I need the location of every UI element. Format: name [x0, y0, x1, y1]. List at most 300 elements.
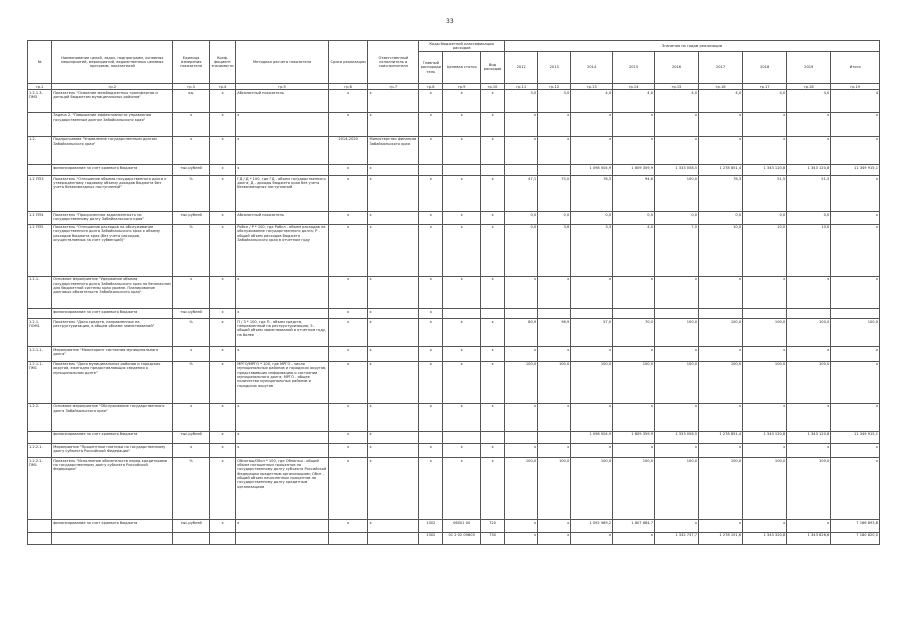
- table-cell: [480, 308, 504, 318]
- table-cell: х: [654, 136, 698, 164]
- column-number: гр.14: [613, 83, 655, 89]
- table-cell: х: [328, 276, 368, 308]
- column-number: гр.6: [328, 83, 368, 89]
- table-cell: 1.2.1.1.: [28, 347, 52, 361]
- table-cell: 4,0: [787, 90, 831, 112]
- table-cell: х: [368, 212, 419, 224]
- table-cell: [571, 308, 613, 318]
- table-cell: х: [443, 444, 480, 458]
- table-cell: х: [328, 112, 368, 136]
- table-cell: 100,0: [831, 319, 880, 347]
- table-cell: х: [571, 444, 613, 458]
- table-cell: х: [831, 444, 880, 458]
- table-cell: х: [328, 308, 368, 318]
- header-bcc-admin: Главный распорядитель: [419, 51, 443, 83]
- table-cell: х: [236, 276, 329, 308]
- table-cell: х: [699, 112, 743, 136]
- table-row: [28, 212, 880, 224]
- table-cell: тыс.рублей: [173, 165, 209, 176]
- table-cell: х: [613, 403, 655, 431]
- table-cell: 0,0: [699, 212, 743, 224]
- table-row: [28, 431, 880, 443]
- table-row: [28, 458, 880, 520]
- table-cell: х: [443, 212, 480, 224]
- table-cell: х: [538, 276, 571, 308]
- table-cell: 10,0: [743, 224, 787, 276]
- table-cell: 4,0: [613, 224, 655, 276]
- table-row: [28, 532, 880, 544]
- table-cell: [505, 431, 538, 443]
- column-number: гр.15: [654, 83, 698, 89]
- table-cell: 1.2 ПП3: [28, 176, 52, 212]
- table-cell: 100,0: [538, 361, 571, 403]
- table-cell: [52, 532, 173, 544]
- table-cell: х: [654, 276, 698, 308]
- table-cell: Мероприятие "Мониторинг состояния муниципального долга": [52, 347, 173, 361]
- table-cell: х: [480, 276, 504, 308]
- table-cell: х: [571, 532, 613, 544]
- table-cell: 1302: [419, 520, 443, 532]
- column-number: гр.19: [831, 83, 880, 89]
- table-cell: [443, 165, 480, 176]
- table-cell: х: [480, 444, 504, 458]
- table-cell: х: [831, 403, 880, 431]
- header-no: №: [28, 41, 52, 84]
- table-cell: 730: [480, 532, 504, 544]
- table-cell: тыс.рублей: [173, 212, 209, 224]
- table-cell: х: [571, 136, 613, 164]
- header-name: Наименование целей, задач, подпрограмм, основных мероприятий, мероприятий, ведомственных целевых программ, показателей: [52, 41, 173, 84]
- table-row: [28, 224, 880, 276]
- table-cell: х: [236, 403, 329, 431]
- table-cell: х: [480, 361, 504, 403]
- table-cell: х: [368, 90, 419, 112]
- table-cell: х: [480, 403, 504, 431]
- table-cell: 100,0: [505, 458, 538, 520]
- table-cell: 51,5: [787, 176, 831, 212]
- table-cell: х: [443, 112, 480, 136]
- table-cell: х: [443, 176, 480, 212]
- table-cell: х: [443, 361, 480, 403]
- table-cell: х: [368, 176, 419, 212]
- table-cell: х: [368, 112, 419, 136]
- table-cell: %: [173, 176, 209, 212]
- table-row: [28, 520, 880, 532]
- table-cell: х: [480, 136, 504, 164]
- table-cell: Показатель "Доля средств, направленных на реструктуризацию, в общем объеме заимствований": [52, 319, 173, 347]
- table-cell: х: [743, 112, 787, 136]
- header-row-1: [28, 41, 880, 52]
- table-cell: 7 180 820,0: [831, 532, 880, 544]
- column-number: гр.3: [173, 83, 209, 89]
- table-cell: х: [368, 165, 419, 176]
- header-bcc-type: Вид расходов: [480, 51, 504, 83]
- table-cell: х: [419, 90, 443, 112]
- table-row: [28, 176, 880, 212]
- table-cell: х: [368, 520, 419, 532]
- header-executor: Ответственный исполнитель и соисполнители: [368, 41, 419, 84]
- table-cell: 100,0: [787, 361, 831, 403]
- table-cell: х: [787, 276, 831, 308]
- table-cell: [368, 532, 419, 544]
- table-cell: х: [743, 136, 787, 164]
- column-number: гр.2: [52, 83, 173, 89]
- table-cell: 1 278 851,4: [699, 431, 743, 443]
- table-cell: х: [419, 276, 443, 308]
- header-bcc-group: Коды бюджетной классификации расходов: [419, 41, 505, 52]
- table-cell: х: [419, 212, 443, 224]
- table-cell: 1.2.2.1. ПМ1: [28, 458, 52, 520]
- table-cell: х: [480, 90, 504, 112]
- column-number: гр.7: [368, 83, 419, 89]
- column-number: гр.8: [419, 83, 443, 89]
- table-cell: х: [209, 520, 235, 532]
- table-cell: х: [505, 403, 538, 431]
- table-cell: 10,0: [787, 224, 831, 276]
- table-cell: х: [571, 112, 613, 136]
- table-cell: х: [419, 444, 443, 458]
- table-row: [28, 136, 880, 164]
- table-cell: х: [480, 112, 504, 136]
- table-cell: х: [480, 458, 504, 520]
- table-cell: 4,0: [743, 90, 787, 112]
- table-cell: х: [613, 136, 655, 164]
- table-cell: х: [209, 319, 235, 347]
- table-cell: х: [368, 308, 419, 318]
- table-cell: 100,0: [787, 458, 831, 520]
- table-cell: х: [328, 361, 368, 403]
- table-cell: Основное мероприятие "Обслуживание государственного долга Забайкальского края": [52, 403, 173, 431]
- table-row: [28, 361, 880, 403]
- table-cell: х: [209, 403, 235, 431]
- table-cell: х: [328, 431, 368, 443]
- table-cell: х: [538, 112, 571, 136]
- table-cell: [328, 532, 368, 544]
- table-cell: х: [209, 224, 235, 276]
- table-cell: х: [236, 431, 329, 443]
- table-cell: 98,9: [538, 319, 571, 347]
- table-cell: х: [209, 276, 235, 308]
- table-cell: 4,0: [613, 90, 655, 112]
- table-cell: 1 092 989,2: [571, 520, 613, 532]
- page-number: 33: [446, 18, 454, 25]
- table-cell: х: [480, 212, 504, 224]
- table-cell: 100,0: [654, 319, 698, 347]
- table-cell: Мероприятие "Процентные платежи по государственному долгу субъекта Российской Федерации": [52, 444, 173, 458]
- column-number: гр.12: [538, 83, 571, 89]
- table-cell: х: [654, 403, 698, 431]
- table-cell: х: [368, 431, 419, 443]
- table-cell: [419, 431, 443, 443]
- table-cell: 1.2.1.1. ПМ1: [28, 361, 52, 403]
- table-cell: 94,6: [613, 176, 655, 212]
- table-cell: [28, 112, 52, 136]
- table-cell: [419, 165, 443, 176]
- table-cell: 1 333 058,5: [654, 431, 698, 443]
- table-cell: П / З * 100, где П - объем средств, направленный на реструктуризацию; З - общий объем заимствований в отчетном году, на более: [236, 319, 329, 347]
- table-cell: х: [173, 403, 209, 431]
- table-cell: х: [831, 224, 880, 276]
- table-cell: [538, 431, 571, 443]
- table-cell: 100,0: [613, 361, 655, 403]
- table-cell: [831, 308, 880, 318]
- table-cell: 100,0: [571, 458, 613, 520]
- table-cell: х: [480, 176, 504, 212]
- table-cell: х: [505, 520, 538, 532]
- table-cell: х: [443, 276, 480, 308]
- table-cell: 1 278 851,4: [699, 165, 743, 176]
- table-row: [28, 347, 880, 361]
- column-number: гр.5: [236, 83, 329, 89]
- table-cell: 100,0: [538, 458, 571, 520]
- table-cell: [743, 308, 787, 318]
- table-cell: х: [419, 224, 443, 276]
- table-cell: Основное мероприятие "Удержание объема государственного долга Забайкальского края на безопасном для бюджетной системы края уровне. Планирование долговых обязательств Забайкальского края": [52, 276, 173, 308]
- table-cell: 1 343 626,6: [787, 532, 831, 544]
- table-cell: х: [209, 444, 235, 458]
- table-cell: х: [654, 347, 698, 361]
- table-cell: 1 098 504,9: [571, 431, 613, 443]
- table-cell: 2014-2020: [328, 136, 368, 164]
- table-cell: х: [209, 176, 235, 212]
- table-cell: х: [480, 319, 504, 347]
- table-cell: 0,0: [613, 212, 655, 224]
- table-cell: х: [209, 431, 235, 443]
- table-cell: 1.2.2.1.: [28, 444, 52, 458]
- table-cell: х: [538, 444, 571, 458]
- table-cell: 1.2.1. ПОМ1: [28, 319, 52, 347]
- table-row: [28, 276, 880, 308]
- table-cell: х: [699, 347, 743, 361]
- table-cell: Показатель "Отношение объема государственного долга к утвержденному годовому объему доходов бюджета без учета безвозмездных поступлений": [52, 176, 173, 212]
- table-cell: 3,0: [505, 90, 538, 112]
- table-body: [28, 83, 880, 544]
- table-cell: 1 278 151,6: [699, 532, 743, 544]
- table-cell: х: [368, 361, 419, 403]
- table-cell: х: [831, 347, 880, 361]
- table-cell: [654, 308, 698, 318]
- table-cell: Показатель "Доля муниципальных районов и городских округов, ежегодно предоставляющих сведения о муниципальном долге": [52, 361, 173, 403]
- table-cell: х: [787, 136, 831, 164]
- table-cell: 01 2 02 09803: [443, 532, 480, 544]
- table-cell: 47,1: [505, 176, 538, 212]
- table-row: [28, 444, 880, 458]
- table-cell: х: [538, 403, 571, 431]
- table-row: [28, 403, 880, 431]
- table-cell: 1 809 359,9: [613, 431, 655, 443]
- table-cell: ГД / Д * 100, где ГД - объем государственного долга; Д - доходы бюджета края без учета безвозмездных поступлений: [236, 176, 329, 212]
- table-cell: 0,0: [505, 224, 538, 276]
- table-cell: 100,0: [613, 458, 655, 520]
- table-cell: х: [743, 520, 787, 532]
- table-cell: 100,0: [571, 361, 613, 403]
- table-cell: 100,0: [654, 458, 698, 520]
- table-cell: Обпогаш/Обсп * 100, где Обпогаш - общий объем погашенных процентов по государственному долгу субъекта Российской Федерации кредитным организациям; Обсп - общий объем начисленных процентов по государственному долгу кредитным организациям: [236, 458, 329, 520]
- table-cell: х: [368, 403, 419, 431]
- table-cell: х: [787, 112, 831, 136]
- table-cell: х: [443, 224, 480, 276]
- table-cell: х: [173, 444, 209, 458]
- table-cell: х: [571, 347, 613, 361]
- table-cell: х: [236, 347, 329, 361]
- header-year-2015: 2015: [613, 51, 655, 83]
- table-cell: х: [699, 403, 743, 431]
- table-cell: х: [787, 347, 831, 361]
- table-cell: 0,0: [787, 212, 831, 224]
- table-cell: х: [654, 112, 698, 136]
- header-terms: Сроки реализации: [328, 41, 368, 84]
- column-number: гр.13: [571, 83, 613, 89]
- table-cell: х: [443, 319, 480, 347]
- table-cell: [613, 308, 655, 318]
- table-cell: [236, 532, 329, 544]
- table-cell: х: [209, 136, 235, 164]
- table-cell: х: [173, 112, 209, 136]
- table-cell: ед.: [173, 90, 209, 112]
- header-year-2019: 2019: [787, 51, 831, 83]
- table-cell: 4: [831, 90, 880, 112]
- header-year-2016: 2016: [654, 51, 698, 83]
- header-total: Итого: [831, 51, 880, 83]
- table-cell: х: [236, 112, 329, 136]
- header-year-2014: 2014: [571, 51, 613, 83]
- table-cell: 1 807 684,7: [613, 520, 655, 532]
- table-cell: 4,0: [571, 90, 613, 112]
- table-cell: х: [443, 458, 480, 520]
- table-cell: х: [699, 520, 743, 532]
- table-cell: 1 343 120,8: [743, 431, 787, 443]
- table-cell: [28, 431, 52, 443]
- table-cell: х: [480, 224, 504, 276]
- table-cell: 100,0: [699, 319, 743, 347]
- table-cell: 0,0: [654, 212, 698, 224]
- table-cell: х: [831, 458, 880, 520]
- table-cell: х: [613, 532, 655, 544]
- table-cell: х: [831, 112, 880, 136]
- table-cell: х: [209, 347, 235, 361]
- table-cell: 11 349 915,1: [831, 431, 880, 443]
- table-cell: 7,0: [654, 224, 698, 276]
- table-cell: х: [538, 347, 571, 361]
- table-cell: Показатель "Отношение расходов на обслуживание государственного долга Забайкальского края к объему расходов бюджета края (без учета расходов, осуществляемых за счет субвенций)": [52, 224, 173, 276]
- table-cell: х: [699, 136, 743, 164]
- table-cell: 1.2 ПП5: [28, 224, 52, 276]
- table-cell: х: [209, 90, 235, 112]
- table-cell: МРГО/МРГО * 100, где МРГО - число муниципальных районов и городских округов, представивших информацию о состоянии муниципального долга; МРГО - общее количество муниципальных районов и городских округов: [236, 361, 329, 403]
- table-cell: [787, 308, 831, 318]
- table-cell: 0,0: [538, 212, 571, 224]
- table-cell: Абсолютный показатель: [236, 212, 329, 224]
- table-cell: х: [419, 361, 443, 403]
- table-cell: 1 098 504,9: [571, 165, 613, 176]
- table-cell: х: [787, 520, 831, 532]
- column-number: гр.1: [28, 83, 52, 89]
- table-cell: х: [328, 176, 368, 212]
- table-cell: х: [173, 276, 209, 308]
- table-cell: финансирование за счет краевого бюджета: [52, 520, 173, 532]
- table-cell: [505, 308, 538, 318]
- table-cell: [505, 165, 538, 176]
- table-cell: [28, 520, 52, 532]
- header-year-2017: 2017: [699, 51, 743, 83]
- table-cell: 1 343 120,8: [787, 165, 831, 176]
- table-cell: х: [328, 403, 368, 431]
- table-cell: х: [505, 276, 538, 308]
- table-cell: х: [743, 276, 787, 308]
- table-cell: х: [443, 347, 480, 361]
- table-cell: х: [328, 458, 368, 520]
- table-cell: [209, 532, 235, 544]
- table-cell: Задача 2. "Повышение эффективности управления государственным долгом Забайкальского края": [52, 112, 173, 136]
- table-cell: 1 343 120,8: [743, 165, 787, 176]
- table-cell: х: [328, 520, 368, 532]
- table-cell: Робсл / Р * 100, где Робсл - объем расходов на обслуживание государственного долга; Р - общий объем расходов бюджета Забайкальского края в отчетном году: [236, 224, 329, 276]
- table-cell: 1 343 320,8: [743, 532, 787, 544]
- table-cell: [28, 308, 52, 318]
- table-cell: х: [328, 224, 368, 276]
- table-cell: [173, 532, 209, 544]
- table-cell: х: [538, 520, 571, 532]
- table-cell: х: [368, 347, 419, 361]
- table-row: [28, 112, 880, 136]
- table-cell: 1 343 120,8: [787, 431, 831, 443]
- header-bcc-target: Целевая статья: [443, 51, 480, 83]
- program-table-sheet: [27, 40, 880, 545]
- table-cell: х: [173, 136, 209, 164]
- table-cell: 0,0: [571, 212, 613, 224]
- table-cell: 1.2.2.: [28, 403, 52, 431]
- table-cell: х: [236, 520, 329, 532]
- column-number: гр.10: [480, 83, 504, 89]
- header-unit: Единица измерения показателя: [173, 41, 209, 84]
- table-cell: 10,0: [699, 224, 743, 276]
- table-cell: х: [209, 212, 235, 224]
- table-cell: х: [505, 136, 538, 164]
- table-cell: 7 166 893,8: [831, 520, 880, 532]
- table-cell: х: [613, 347, 655, 361]
- header-year-2012: 2012: [505, 51, 538, 83]
- table-cell: х: [419, 308, 443, 318]
- table-cell: [538, 308, 571, 318]
- header-years-group: Значения по годам реализации: [505, 41, 880, 52]
- table-cell: х: [328, 347, 368, 361]
- column-number: гр.11: [505, 83, 538, 89]
- table-cell: х: [209, 112, 235, 136]
- table-cell: 100,0: [787, 319, 831, 347]
- table-cell: х: [328, 212, 368, 224]
- table-cell: %: [173, 319, 209, 347]
- table-cell: х: [419, 176, 443, 212]
- table-cell: 76,3: [571, 176, 613, 212]
- table-cell: х: [787, 403, 831, 431]
- table-cell: 57,0: [571, 319, 613, 347]
- table-cell: тыс.рублей: [173, 308, 209, 318]
- column-number: гр.4: [209, 83, 235, 89]
- table-cell: 100,0: [654, 176, 698, 212]
- table-cell: [699, 308, 743, 318]
- table-cell: х: [699, 444, 743, 458]
- table-cell: х: [654, 444, 698, 458]
- table-cell: 51,5: [743, 176, 787, 212]
- table-cell: х: [328, 165, 368, 176]
- table-cell: х: [613, 112, 655, 136]
- column-number: гр.18: [787, 83, 831, 89]
- table-cell: 3,0: [538, 90, 571, 112]
- table-cell: х: [831, 276, 880, 308]
- table-cell: Абсолютный показатель: [236, 90, 329, 112]
- table-cell: х: [480, 347, 504, 361]
- table-cell: 1.2 ПП4: [28, 212, 52, 224]
